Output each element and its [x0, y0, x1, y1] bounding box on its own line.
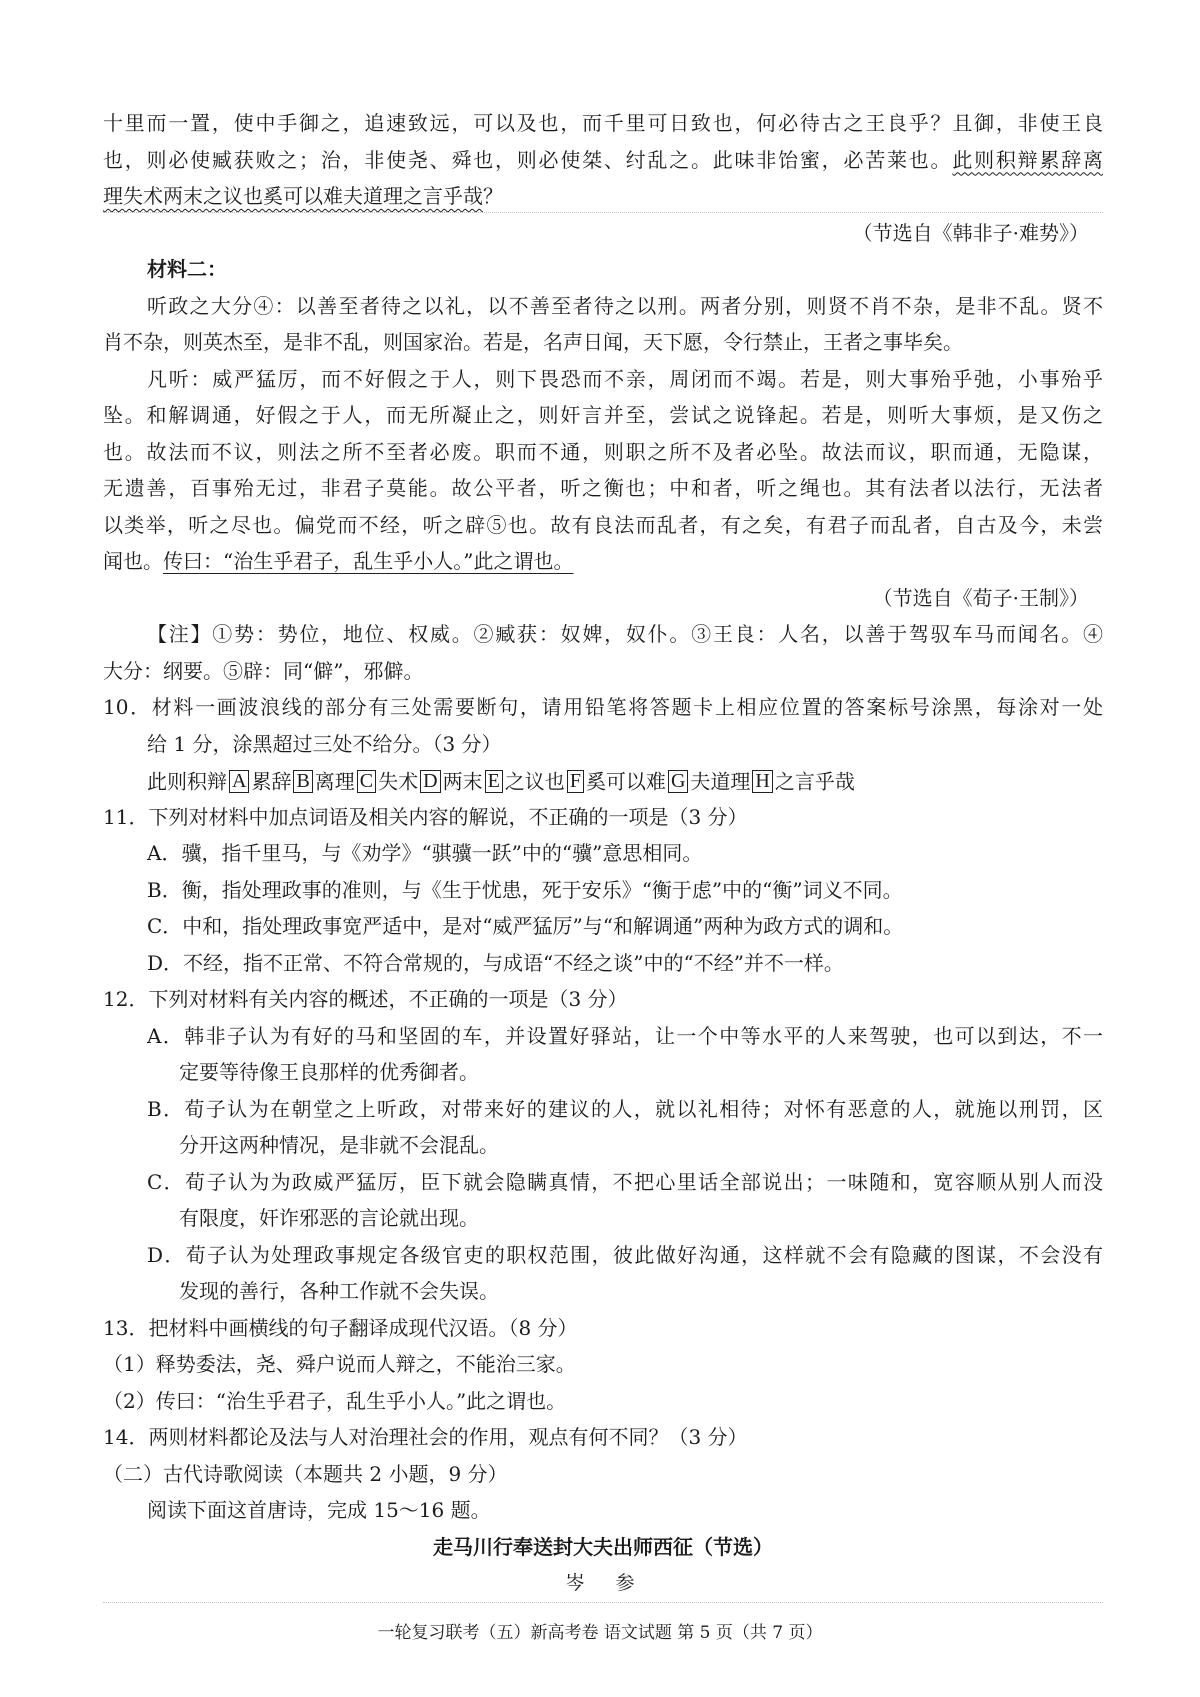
q11-stem: 11．下列对材料中加点词语及相关内容的解说，不正确的一项是（3 分）	[103, 804, 748, 829]
q10-stem: 给 1 分，涂黑超过三处不给分。（3 分）	[147, 731, 502, 756]
q12-option-a-cont: 定要等待像王良那样的优秀御者。	[179, 1060, 479, 1084]
page-content	[103, 105, 1103, 1602]
material1-text: ？	[483, 184, 503, 208]
material1-source: （节选自《韩非子·难势》）	[852, 220, 1089, 245]
q10-option-text: 之议也	[504, 769, 565, 794]
q10-option-box: D	[420, 770, 440, 793]
q13-item: （1）释势委法，尧、舜户说而人辩之，不能治三家。	[103, 1352, 576, 1376]
material2-source: （节选自《荀子·王制》）	[872, 585, 1089, 610]
q10-option-text: 两末	[442, 769, 483, 794]
q12-option-c-cont: 有限度，奸诈邪恶的言论就出现。	[179, 1206, 479, 1230]
material2-line: 无遗善，百事殆无过，非君子莫能。故公平者，听之衡也；中和者，听之绳也。其有法者以法行，无法者	[103, 476, 1103, 500]
poem-author: 岑 参	[565, 1572, 641, 1594]
q10-options	[103, 762, 1103, 799]
q10-option-box: F	[567, 770, 584, 793]
material2-line: 也。故法而不议，则法之所不至者必废。职而不通，则职之所不及者必坠。故法而议，职而通，无隐谋，	[103, 439, 1103, 464]
q10-option-text: 此则积辩	[147, 769, 227, 794]
q12-option-d-cont: 发现的善行，各种工作就不会失误。	[179, 1279, 499, 1303]
notes-line: 大分：纲要。⑤辟：同“僻”，邪僻。	[103, 658, 424, 683]
q12-option-b-cont: 分开这两种情况，是非就不会混乱。	[179, 1133, 499, 1157]
material1-line	[103, 142, 1103, 179]
q10-option-box: A	[229, 770, 249, 793]
q12-option-a: A．韩非子认为有好的马和坚固的车，并设置好驿站，让一个中等水平的人来驾驶，也可以到达，不一	[147, 1023, 1103, 1048]
q11-option-d: D．不经，指不正常、不符合常规的，与成语“不经之谈”中的“不经”并不一样。	[147, 950, 844, 975]
q13-stem: 13．把材料中画横线的句子翻译成现代汉语。（8 分）	[103, 1315, 578, 1340]
material1-line: 十里而一置，使中手御之，追速致远，可以及也，而千里可日致也，何必待古之王良乎？且御，非使王良	[103, 111, 1103, 135]
q10-option-text: 夫道理	[690, 769, 751, 794]
q11-option-c: C．中和，指处理政事宽严适中，是对“威严猛厉”与“和解调通”两种为政方式的调和。	[147, 914, 904, 938]
material2-line: 坠。和解调通，好假之于人，而无所凝止之，则奸言并至，尝试之说锋起。若是，则听大事烦，是又伤之	[103, 403, 1103, 427]
material2-line: 以类举，听之尽也。偏党而不经，听之辟⑤也。故有良法而乱者，有之矣，有君子而乱者，自古及今，未尝	[103, 512, 1103, 537]
material2-line: 肖不杂，则英杰至，是非不乱，则国家治。若是，名声日闻，天下愿，令行禁止，王者之事毕矣。	[103, 330, 963, 354]
q13-item: （2）传曰：“治生乎君子，乱生乎小人。”此之谓也。	[103, 1388, 567, 1413]
q12-option-d: D．荀子认为处理政事规定各级官吏的职权范围，彼此做好沟通，这样就不会有隐藏的图谋，不会没有	[147, 1242, 1103, 1267]
q12-stem: 12．下列对材料有关内容的概述，不正确的一项是（3 分）	[103, 987, 628, 1011]
material2-line: 凡听：威严猛厉，而不好假之于人，则下畏恐而不亲，周闭而不竭。若是，则大事殆乎弛，小事殆乎	[147, 366, 1103, 391]
notes-line: 【注】①势：势位，地位、权威。②臧获：奴婢，奴仆。③王良：人名，以善于驾驭车马而闻名。④	[147, 622, 1103, 646]
wavy-underlined-text: 理失术两末之议也奚可以难夫道理之言乎哉	[103, 184, 483, 208]
section-heading: （二）古代诗歌阅读（本题共 2 小题，9 分）	[103, 1461, 508, 1486]
q12-option-b: B．荀子认为在朝堂之上听政，对带来好的建议的人，就以礼相待；对怀有恶意的人，就施以刑罚，区	[147, 1096, 1103, 1121]
material2-text: 闻也。	[103, 549, 163, 573]
q10-option-box: B	[293, 770, 312, 793]
q10-option-text: 失术	[378, 769, 419, 794]
wavy-underlined-text: 此则积辩累辞离	[952, 147, 1104, 172]
q10-option-text: 之言乎哉	[774, 769, 855, 794]
page-footer: 一轮复习联考（五）新高考卷 语文试题 第 5 页（共 7 页）	[377, 1623, 823, 1643]
q10-option-box: C	[357, 770, 376, 793]
q10-option-box: H	[752, 770, 772, 793]
material2-line: 听政之大分④：以善至者待之以礼，以不善至者待之以刑。两者分别，则贤不肖不杂，是非不乱。贤不	[147, 293, 1103, 318]
material1-text: 也，则必使臧获败之；治，非使尧、舜也，则必使桀、纣乱之。此味非饴蜜，必苦莱也。	[103, 147, 953, 172]
q14-stem: 14．两则材料都论及法与人对治理社会的作用，观点有何不同？（3 分）	[103, 1425, 748, 1449]
q12-option-c: C．荀子认为为政威严猛厉，臣下就会隐瞒真情，不把心里话全部说出；一味随和，宽容顺从别人而没	[147, 1169, 1103, 1194]
q10-option-box: E	[485, 770, 503, 793]
poem-title: 走马川行奉送封大夫出师西征（节选）	[433, 1534, 773, 1559]
q11-option-a: A．骥，指千里马，与《劝学》“骐骥一跃”中的“骥”意思相同。	[147, 841, 703, 865]
material2-label: 材料二：	[147, 257, 227, 281]
material1-line	[103, 178, 1103, 215]
underlined-sentence: 传曰：“治生乎君子，乱生乎小人。”此之谓也。	[163, 549, 574, 573]
q10-option-text: 奚可以难	[585, 769, 666, 794]
q10-option-text: 累辞	[251, 769, 292, 794]
q10-option-text: 离理	[314, 769, 355, 794]
q10-stem: 10．材料一画波浪线的部分有三处需要断句，请用铅笔将答题卡上相应位置的答案标号涂黑，每涂对一处	[103, 695, 1103, 719]
material2-line	[103, 543, 1103, 580]
q10-option-box: G	[668, 770, 688, 793]
q11-option-b: B．衡，指处理政事的准则，与《生于忧患，死于安乐》“衡于虑”中的“衡”词义不同。	[147, 877, 903, 902]
dotted-divider	[103, 1602, 1103, 1603]
section-instruction: 阅读下面这首唐诗，完成 15～16 题。	[147, 1498, 491, 1522]
